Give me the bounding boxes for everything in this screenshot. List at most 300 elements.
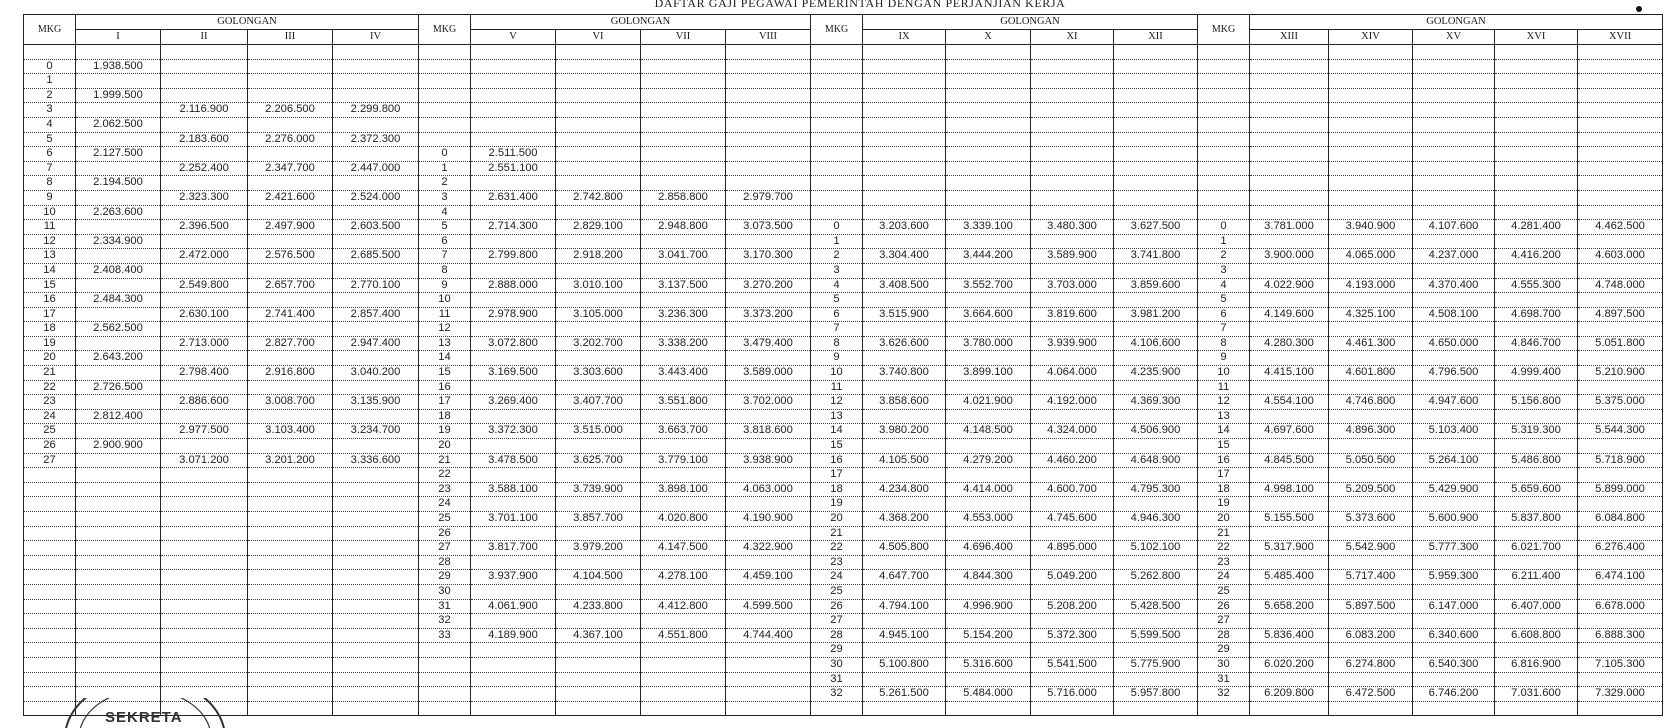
mkg-cell: 18	[24, 322, 76, 337]
salary-cell	[726, 584, 811, 599]
salary-cell: 2.799.800	[471, 249, 556, 264]
salary-cell: 5.317.900	[1250, 541, 1329, 556]
salary-cell	[726, 205, 811, 220]
mkg-cell: 6	[24, 147, 76, 162]
salary-cell: 5.316.600	[946, 657, 1031, 672]
salary-cell	[1329, 147, 1413, 162]
salary-cell	[248, 555, 333, 570]
salary-cell	[161, 497, 248, 512]
salary-cell	[1250, 74, 1329, 89]
salary-cell	[556, 88, 641, 103]
salary-cell	[161, 657, 248, 672]
mkg-cell: 15	[811, 439, 863, 454]
salary-cell: 3.202.700	[556, 336, 641, 351]
salary-cell	[1250, 147, 1329, 162]
salary-cell: 6.888.300	[1578, 628, 1663, 643]
mkg-cell: 1	[24, 74, 76, 89]
salary-cell: 4.065.000	[1329, 249, 1413, 264]
salary-cell	[641, 132, 726, 147]
salary-cell: 5.102.100	[1114, 541, 1198, 556]
salary-cell: 4.600.700	[1031, 482, 1114, 497]
salary-cell: 5.155.500	[1250, 512, 1329, 527]
salary-cell	[333, 205, 419, 220]
salary-cell: 3.702.000	[726, 395, 811, 410]
mkg-cell	[1198, 88, 1250, 103]
salary-cell	[1413, 234, 1495, 249]
salary-cell	[1250, 103, 1329, 118]
salary-cell	[1495, 147, 1578, 162]
salary-cell: 4.279.200	[946, 453, 1031, 468]
mkg-cell: 4	[1198, 278, 1250, 293]
salary-cell	[863, 190, 946, 205]
salary-cell	[471, 205, 556, 220]
salary-cell: 2.631.400	[471, 190, 556, 205]
salary-cell	[1114, 74, 1198, 89]
mkg-cell: 27	[811, 614, 863, 629]
salary-cell	[556, 147, 641, 162]
salary-cell: 2.421.600	[248, 190, 333, 205]
salary-cell	[248, 541, 333, 556]
salary-cell	[333, 147, 419, 162]
salary-cell: 4.325.100	[1329, 307, 1413, 322]
salary-cell: 2.741.400	[248, 307, 333, 322]
salary-cell	[76, 74, 161, 89]
salary-cell	[946, 45, 1031, 60]
salary-cell	[1413, 74, 1495, 89]
salary-cell	[333, 176, 419, 191]
grade-header: VI	[556, 30, 641, 45]
salary-cell	[1578, 643, 1663, 658]
mkg-cell: 32	[811, 687, 863, 702]
salary-cell	[1578, 176, 1663, 191]
salary-cell: 3.169.500	[471, 366, 556, 381]
salary-cell	[556, 234, 641, 249]
salary-cell: 3.664.600	[946, 307, 1031, 322]
mkg-cell: 31	[419, 599, 471, 614]
mkg-cell: 26	[1198, 599, 1250, 614]
salary-cell: 2.062.500	[76, 117, 161, 132]
mkg-cell	[811, 161, 863, 176]
salary-cell	[1495, 497, 1578, 512]
salary-cell	[76, 103, 161, 118]
salary-cell	[1329, 526, 1413, 541]
salary-cell: 3.589.000	[726, 366, 811, 381]
mkg-cell: 21	[419, 453, 471, 468]
salary-cell	[1578, 88, 1663, 103]
salary-cell	[1114, 643, 1198, 658]
salary-cell	[471, 380, 556, 395]
salary-cell: 2.726.500	[76, 380, 161, 395]
mkg-cell: 12	[811, 395, 863, 410]
salary-cell	[1578, 190, 1663, 205]
salary-cell	[333, 45, 419, 60]
grade-header: XIII	[1250, 30, 1329, 45]
salary-cell	[1250, 322, 1329, 337]
salary-cell	[1578, 263, 1663, 278]
salary-cell	[248, 409, 333, 424]
salary-cell: 7.031.600	[1495, 687, 1578, 702]
salary-cell: 4.278.100	[641, 570, 726, 585]
salary-cell: 4.370.400	[1413, 278, 1495, 293]
salary-table-body	[24, 45, 1663, 716]
salary-cell	[1578, 322, 1663, 337]
table-row	[24, 147, 1663, 162]
mkg-cell: 29	[811, 643, 863, 658]
mkg-cell: 24	[811, 570, 863, 585]
salary-cell	[946, 526, 1031, 541]
salary-cell	[471, 132, 556, 147]
mkg-cell: 20	[24, 351, 76, 366]
ink-dot	[1636, 6, 1642, 12]
salary-cell: 3.480.300	[1031, 220, 1114, 235]
salary-cell	[1329, 176, 1413, 191]
table-row	[24, 482, 1663, 497]
salary-cell	[641, 161, 726, 176]
salary-cell	[1250, 439, 1329, 454]
salary-cell	[1250, 59, 1329, 74]
salary-cell	[726, 643, 811, 658]
salary-cell	[726, 234, 811, 249]
mkg-cell: 31	[1198, 672, 1250, 687]
mkg-cell	[1198, 161, 1250, 176]
salary-cell	[1578, 526, 1663, 541]
salary-cell: 5.485.400	[1250, 570, 1329, 585]
salary-cell	[76, 336, 161, 351]
salary-cell: 3.552.700	[946, 278, 1031, 293]
mkg-cell: 9	[1198, 351, 1250, 366]
mkg-cell: 24	[419, 497, 471, 512]
table-row	[24, 672, 1663, 687]
salary-cell	[161, 322, 248, 337]
salary-cell	[161, 293, 248, 308]
salary-cell	[863, 643, 946, 658]
salary-cell: 1.938.500	[76, 59, 161, 74]
mkg-cell: 14	[1198, 424, 1250, 439]
salary-cell	[76, 424, 161, 439]
salary-cell: 2.685.500	[333, 249, 419, 264]
salary-cell	[76, 555, 161, 570]
salary-cell	[248, 643, 333, 658]
salary-cell	[1495, 161, 1578, 176]
salary-cell	[248, 147, 333, 162]
mkg-cell: 28	[811, 628, 863, 643]
salary-cell	[1578, 701, 1663, 716]
salary-cell	[1031, 439, 1114, 454]
salary-cell: 5.210.900	[1578, 366, 1663, 381]
salary-cell	[333, 482, 419, 497]
salary-cell	[726, 657, 811, 672]
salary-cell: 6.608.800	[1495, 628, 1578, 643]
salary-cell	[1031, 161, 1114, 176]
salary-cell	[333, 409, 419, 424]
salary-cell	[726, 672, 811, 687]
salary-cell	[1578, 468, 1663, 483]
salary-cell	[946, 409, 1031, 424]
salary-cell	[1578, 409, 1663, 424]
salary-cell	[641, 701, 726, 716]
salary-cell	[248, 45, 333, 60]
salary-cell	[863, 439, 946, 454]
salary-cell: 5.897.500	[1329, 599, 1413, 614]
salary-cell	[248, 59, 333, 74]
salary-cell	[1329, 59, 1413, 74]
salary-cell	[946, 103, 1031, 118]
salary-cell: 6.474.100	[1578, 570, 1663, 585]
salary-cell: 4.508.100	[1413, 307, 1495, 322]
salary-cell: 2.714.300	[471, 220, 556, 235]
salary-cell	[1250, 614, 1329, 629]
salary-cell	[946, 74, 1031, 89]
salary-cell: 4.697.600	[1250, 424, 1329, 439]
salary-cell	[1413, 380, 1495, 395]
salary-cell: 3.072.800	[471, 336, 556, 351]
salary-cell: 3.479.400	[726, 336, 811, 351]
header-row-golongan	[24, 15, 1663, 30]
grade-header: I	[76, 30, 161, 45]
salary-cell: 4.945.100	[863, 628, 946, 643]
salary-cell: 5.429.900	[1413, 482, 1495, 497]
salary-cell: 3.663.700	[641, 424, 726, 439]
golongan-header: GOLONGAN	[863, 15, 1198, 30]
table-row	[24, 380, 1663, 395]
salary-cell: 4.998.100	[1250, 482, 1329, 497]
salary-cell	[248, 701, 333, 716]
mkg-cell: 3	[1198, 263, 1250, 278]
salary-cell	[946, 88, 1031, 103]
salary-cell: 5.777.300	[1413, 541, 1495, 556]
salary-cell: 6.407.000	[1495, 599, 1578, 614]
salary-cell	[726, 88, 811, 103]
mkg-cell	[1198, 59, 1250, 74]
salary-cell	[161, 599, 248, 614]
mkg-cell	[811, 190, 863, 205]
salary-cell	[1578, 103, 1663, 118]
salary-cell	[1413, 88, 1495, 103]
mkg-cell	[1198, 45, 1250, 60]
salary-cell	[1329, 380, 1413, 395]
salary-cell	[726, 351, 811, 366]
salary-cell	[641, 293, 726, 308]
salary-cell: 4.190.900	[726, 512, 811, 527]
mkg-cell: 21	[1198, 526, 1250, 541]
salary-cell	[1578, 497, 1663, 512]
table-row	[24, 453, 1663, 468]
salary-cell	[333, 497, 419, 512]
salary-cell	[1329, 205, 1413, 220]
salary-cell: 6.816.900	[1495, 657, 1578, 672]
salary-cell	[863, 132, 946, 147]
salary-cell: 2.447.000	[333, 161, 419, 176]
salary-cell: 2.551.100	[471, 161, 556, 176]
mkg-cell: 3	[24, 103, 76, 118]
salary-cell	[946, 293, 1031, 308]
salary-cell	[1578, 439, 1663, 454]
table-row	[24, 88, 1663, 103]
mkg-cell: 23	[811, 555, 863, 570]
salary-cell: 6.021.700	[1495, 541, 1578, 556]
salary-cell	[1578, 380, 1663, 395]
mkg-cell	[24, 657, 76, 672]
salary-cell: 6.147.000	[1413, 599, 1495, 614]
mkg-cell: 11	[1198, 380, 1250, 395]
salary-cell: 4.947.600	[1413, 395, 1495, 410]
salary-cell	[248, 205, 333, 220]
mkg-cell	[24, 614, 76, 629]
salary-cell	[1495, 555, 1578, 570]
mkg-cell	[419, 88, 471, 103]
salary-cell: 5.836.400	[1250, 628, 1329, 643]
salary-cell	[248, 526, 333, 541]
salary-cell	[333, 439, 419, 454]
salary-cell	[1114, 176, 1198, 191]
salary-cell: 2.948.800	[641, 220, 726, 235]
salary-cell	[1329, 439, 1413, 454]
salary-cell	[1413, 322, 1495, 337]
salary-cell: 6.083.200	[1329, 628, 1413, 643]
mkg-cell: 18	[811, 482, 863, 497]
salary-cell	[1578, 555, 1663, 570]
table-row	[24, 643, 1663, 658]
table-row	[24, 526, 1663, 541]
salary-cell	[1250, 45, 1329, 60]
salary-cell: 2.630.100	[161, 307, 248, 322]
salary-cell: 6.276.400	[1578, 541, 1663, 556]
salary-cell	[1114, 526, 1198, 541]
salary-cell	[1250, 293, 1329, 308]
salary-cell	[946, 205, 1031, 220]
salary-cell	[1495, 132, 1578, 147]
salary-cell	[1413, 526, 1495, 541]
salary-cell	[641, 497, 726, 512]
salary-cell: 4.744.400	[726, 628, 811, 643]
salary-cell	[248, 628, 333, 643]
salary-cell	[1114, 614, 1198, 629]
table-row	[24, 555, 1663, 570]
salary-cell	[1031, 468, 1114, 483]
salary-cell: 6.678.000	[1578, 599, 1663, 614]
mkg-cell: 32	[1198, 687, 1250, 702]
salary-cell: 4.551.800	[641, 628, 726, 643]
salary-cell	[863, 380, 946, 395]
salary-cell: 3.779.100	[641, 453, 726, 468]
salary-cell	[1495, 322, 1578, 337]
salary-cell	[1495, 672, 1578, 687]
salary-cell: 2.858.800	[641, 190, 726, 205]
salary-cell	[471, 176, 556, 191]
salary-cell	[556, 59, 641, 74]
salary-cell	[556, 687, 641, 702]
salary-cell	[1578, 132, 1663, 147]
salary-cell	[1495, 584, 1578, 599]
salary-cell	[641, 380, 726, 395]
grade-header: XIV	[1329, 30, 1413, 45]
table-row	[24, 220, 1663, 235]
salary-cell	[1250, 526, 1329, 541]
salary-cell	[1031, 380, 1114, 395]
salary-cell: 5.775.900	[1114, 657, 1198, 672]
mkg-cell: 10	[24, 205, 76, 220]
salary-cell	[248, 117, 333, 132]
salary-cell: 4.021.900	[946, 395, 1031, 410]
salary-cell: 5.600.900	[1413, 512, 1495, 527]
salary-cell	[1413, 59, 1495, 74]
salary-cell	[556, 584, 641, 599]
mkg-cell: 6	[1198, 307, 1250, 322]
salary-cell	[1114, 555, 1198, 570]
salary-cell	[76, 599, 161, 614]
salary-cell: 2.263.600	[76, 205, 161, 220]
salary-cell: 3.170.300	[726, 249, 811, 264]
salary-cell	[1413, 555, 1495, 570]
salary-cell: 3.336.600	[333, 453, 419, 468]
salary-cell	[1250, 205, 1329, 220]
salary-cell	[161, 45, 248, 60]
salary-cell	[726, 409, 811, 424]
salary-cell: 4.233.800	[556, 599, 641, 614]
salary-cell	[76, 132, 161, 147]
salary-cell	[1031, 205, 1114, 220]
mkg-cell	[1198, 190, 1250, 205]
salary-cell	[471, 322, 556, 337]
salary-cell: 3.234.700	[333, 424, 419, 439]
salary-cell	[726, 468, 811, 483]
mkg-cell	[24, 672, 76, 687]
salary-cell	[641, 351, 726, 366]
table-row	[24, 293, 1663, 308]
salary-cell	[1031, 45, 1114, 60]
mkg-cell: 29	[419, 570, 471, 585]
mkg-cell: 30	[811, 657, 863, 672]
salary-cell: 5.261.500	[863, 687, 946, 702]
salary-cell: 6.209.800	[1250, 687, 1329, 702]
salary-cell: 4.505.800	[863, 541, 946, 556]
salary-cell	[946, 132, 1031, 147]
salary-cell	[1413, 409, 1495, 424]
salary-cell: 3.625.700	[556, 453, 641, 468]
mkg-cell: 28	[419, 555, 471, 570]
salary-cell	[863, 468, 946, 483]
mkg-cell: 19	[24, 336, 76, 351]
salary-cell	[1329, 614, 1413, 629]
salary-cell: 2.857.400	[333, 307, 419, 322]
salary-cell: 3.203.600	[863, 220, 946, 235]
mkg-cell: 7	[419, 249, 471, 264]
salary-cell	[1329, 132, 1413, 147]
salary-cell	[946, 147, 1031, 162]
salary-cell	[333, 351, 419, 366]
mkg-cell: 7	[1198, 322, 1250, 337]
mkg-cell: 9	[811, 351, 863, 366]
salary-cell: 3.780.000	[946, 336, 1031, 351]
salary-cell	[161, 570, 248, 585]
grade-header: III	[248, 30, 333, 45]
salary-cell: 5.049.200	[1031, 570, 1114, 585]
table-row	[24, 278, 1663, 293]
salary-cell	[556, 657, 641, 672]
salary-cell	[863, 409, 946, 424]
salary-cell	[333, 614, 419, 629]
salary-cell	[641, 614, 726, 629]
salary-cell	[1329, 234, 1413, 249]
salary-cell	[161, 512, 248, 527]
salary-cell: 4.149.600	[1250, 307, 1329, 322]
salary-cell	[1413, 497, 1495, 512]
salary-cell	[863, 351, 946, 366]
salary-cell: 5.486.800	[1495, 453, 1578, 468]
mkg-cell: 16	[24, 293, 76, 308]
salary-cell	[1413, 701, 1495, 716]
salary-cell: 4.554.100	[1250, 395, 1329, 410]
